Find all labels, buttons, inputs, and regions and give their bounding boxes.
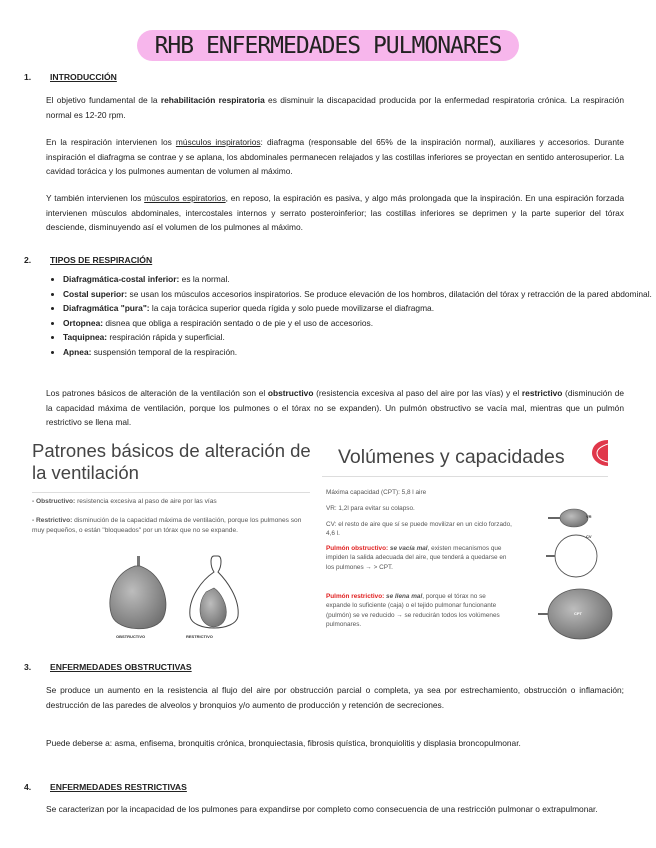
slide-1-restrictive-bullet: - Restrictivo: disminución de la capacidad máxima de ventilación, porque los pulmones son muy pequeños, o están "bloqueados" por un tórax que no se expande. [32, 517, 302, 534]
ventilation-paragraph: Los patrones básicos de alteración de la ventilación son el obstructivo (resistencia excesiva al paso del aire por las vías) y el restrictivo (disminución de la capacidad máxima de ventilación, porque los pulmones o el tórax no se expanden). Un pulmón obstructivo se vacía mal, mientras que un pulmón restrictivo se llena mal. [46, 388, 625, 428]
section-4-heading: 4. ENFERMEDADES RESTRICTIVAS [24, 782, 187, 792]
intro-paragraph-3: Y también intervienen los músculos espiratorios, en reposo, la espiración es pasiva, y algo más prolongada que la inspiración. En una espiración forzada intervienen músculos abdominales, intercostales internos y serrato posteroinferior; las costillas inferiores se deprimen y la parte superior del tórax desciende, disminuyendo así el volumen de los pulmones al máximo. [46, 193, 624, 233]
cv-line: CV: el resto de aire que sí se puede movilizar en un ciclo forzado, 4,6 l. [326, 521, 512, 538]
divider [32, 492, 310, 493]
slide-volumes-capacities [322, 440, 610, 645]
corner-decoration-icon [592, 440, 608, 466]
breathing-types-list [46, 272, 653, 360]
lung-volumes-illustration [526, 502, 616, 640]
vr-balloon-icon [548, 509, 588, 527]
cv-label: CV [586, 534, 592, 539]
title-banner [0, 30, 656, 61]
slide-1-obstructive-bullet: - Obstructivo: resistencia excesiva al paso de aire por las vías [32, 498, 217, 505]
section-3-heading: 3. ENFERMEDADES OBSTRUCTIVAS [24, 662, 192, 672]
slide-ventilation-patterns [32, 440, 312, 645]
section-2-heading: 2. TIPOS DE RESPIRACIÓN [24, 255, 153, 265]
divider [322, 476, 608, 477]
page-title: RHB ENFERMEDADES PULMONARES [137, 30, 520, 61]
obstructive-label: OBSTRUCTIVO [116, 634, 146, 639]
list-item: • Diafragmática-costal inferior: es la normal. [63, 272, 653, 287]
restrictive-lung-icon [190, 556, 238, 628]
restrictive-paragraph-1: Se caracterizan por la incapacidad de los pulmones para expandirse por completo como consecuencia de una restricción pulmonar o extrapulmonar. [46, 804, 598, 814]
cv-balloon-icon [546, 535, 597, 577]
slide-2-title: Volúmenes y capacidades [338, 446, 565, 468]
cpt-line: Máxima capacidad (CPT): 5,8 l aire [326, 489, 427, 496]
restrictive-label: RESTRICTIVO [186, 634, 213, 639]
vr-line: VR: 1,2l para evitar su colapso. [326, 505, 415, 512]
lung-balloons-illustration [102, 552, 252, 644]
cpt-label: CPT [574, 611, 582, 616]
intro-paragraph-2: En la respiración intervienen los músculos inspiratorios: diafragma (responsable del 65% de la inspiración normal), auxiliares y accesorios. Durante inspiración el diafragma se contrae y se aplana, los abdominales permanecen relajados y las costillas inferiores se proyectan en sentido anterosuperior. La cavidad torácica y los pulmones aumentan de volumen al máximo. [46, 137, 624, 177]
restrictive-lung-text: Pulmón restrictivo: se llena mal, porque el tórax no se expande lo suficiente (caja) o el tejido pulmonar funcionante (pulmón) se ve reducido → se reducirán todos los volúmenes pulmonares. [326, 593, 500, 628]
intro-paragraph-1: El objetivo fundamental de la rehabilitación respiratoria es disminuir la discapacidad producida por la enfermedad respiratoria crónica. La respiración normal es 12-20 rpm. [46, 95, 624, 120]
obstructive-paragraph-1: Se produce un aumento en la resistencia al flujo del aire por obstrucción parcial o completa, ya sea por estrechamiento, obstrucción o inflamación; destrucción de las paredes de alveolos y bronquios y/o aumento de producción y retención de secreciones. [46, 685, 624, 710]
obstructive-lung-text: Pulmón obstructivo: se vacía mal, existen mecanismos que impiden la salida adecuada del aire, que tenderá a quedarse en los pulmones → > CPT. [326, 545, 507, 571]
slide-1-title: Patrones básicos de alteración de la ventilación [32, 440, 311, 483]
obstructive-paragraph-2: Puede deberse a: asma, enfisema, bronquitis crónica, bronquiectasia, fibrosis quística, bronquiolitis y displasia broncopulmonar. [46, 738, 521, 748]
list-item: • Taquipnea: respiración rápida y superficial. [63, 330, 653, 345]
obstructive-lung-icon [110, 556, 166, 629]
list-item: • Diafragmática "pura": la caja torácica superior queda rígida y solo puede movilizarse el diafragma. [63, 301, 653, 316]
list-item: • Ortopnea: disnea que obliga a respiración sentado o de pie y el uso de accesorios. [63, 316, 653, 331]
section-1-heading: 1. INTRODUCCIÓN [24, 72, 117, 82]
list-item: • Apnea: suspensión temporal de la respiración. [63, 345, 653, 360]
vr-label: VR [586, 514, 592, 519]
list-item: • Costal superior: se usan los músculos accesorios inspiratorios. Se produce elevación de los hombros, dilatación del tórax y retracción de la pared abdominal. [63, 287, 653, 302]
